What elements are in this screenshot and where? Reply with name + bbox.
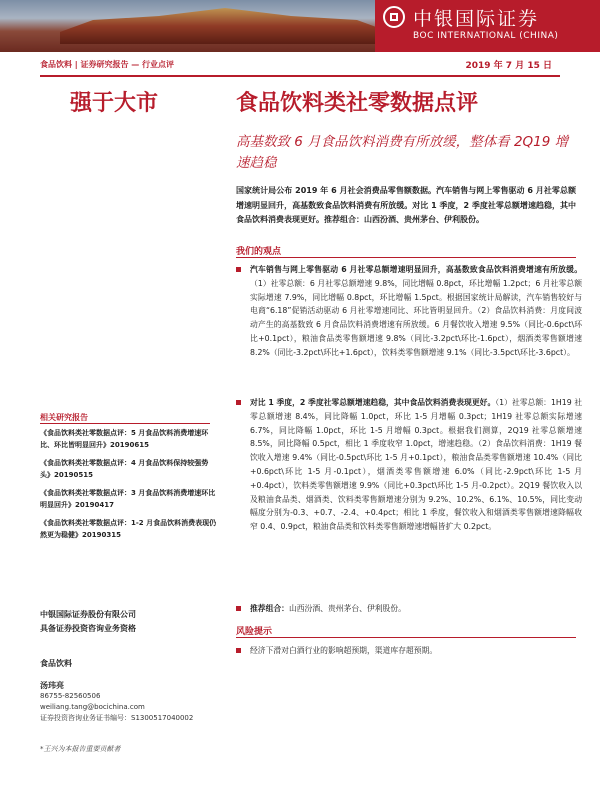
analyst-email[interactable]: weiliang.tang@bocichina.com [40, 703, 145, 711]
list-item [236, 644, 582, 658]
brand-name-en: BOC INTERNATIONAL (CHINA) [413, 31, 559, 41]
list-item [236, 396, 582, 534]
brand-name-cn: 中银国际证券 [413, 8, 540, 30]
bullet-marker-icon [236, 400, 241, 405]
list-item [236, 602, 582, 616]
bullet-marker-icon [236, 648, 241, 653]
bullet-marker-icon [236, 267, 241, 272]
palace-roof-image [60, 4, 390, 44]
section-title-views: 我们的观点 [236, 247, 282, 257]
analyst-cert: 证券投资咨询业务证书编号：S1300517040002 [40, 714, 194, 722]
bullet-heading: 推荐组合： [250, 604, 289, 613]
section-title-risk: 风险提示 [236, 627, 273, 637]
related-reports-title: 相关研究报告 [40, 413, 88, 422]
brand-block [375, 0, 600, 52]
top-divider [40, 75, 560, 77]
analyst-name: 汤玮亮 [40, 681, 64, 690]
firm-qualification: 具备证券投资咨询业务资格 [40, 624, 136, 633]
meta-line [0, 55, 600, 75]
section-divider [236, 637, 576, 638]
boc-logo-icon [383, 6, 405, 28]
related-report[interactable]: 《食品饮料类社零数据点评：4 月食品饮料保持较强势头》20190515 [40, 459, 209, 479]
bullet-heading: 对比 1 季度，2 季度社零总额增速趋稳，其中食品饮料消费表现更好。 [250, 398, 496, 407]
related-report[interactable]: 《食品饮料类社零数据点评：3 月食品饮料消费增速环比明显回升》20190417 [40, 489, 216, 509]
bullet-body: （1）社零总额：6 月社零总额增速 9.8%，同比增幅 0.8pct，环比增幅 1.2pct；6 月社零总额实际增速 7.9%，同比增幅 0.8pct，环比增幅 1.5pct。根据国家统计局解读，汽车销售较好与电商“6.18”促销活动驱动 6 月社零增速同比、环比皆明显回升。（2）食品饮料消费：月度间波动产生的高基数致 6 月食品饮料消费增速有所放缓。6 月餐饮收入增速 9.5%（同比-0.6pct\环比+0.1pct），粮油食品类零售额增速 9.8%（同比-3.2pct\环比-1.6pct），烟酒类零售额增速 8.2%（同比-3.2pct\环比+1.6pct），饮料类零售额增速 9.1%（同比-3.5pct\环比-3.6pct）。 [250, 278, 582, 357]
analyst-info [40, 680, 193, 724]
sector-label: 食品饮料 [40, 659, 72, 668]
related-report[interactable]: 《食品饮料类社零数据点评：1-2 月食品饮料消费表现仍然更为稳健》20190315 [40, 519, 217, 539]
section-divider [236, 257, 576, 258]
sidebar-divider [40, 423, 210, 424]
bullet-marker-icon [236, 606, 241, 611]
lead-paragraph: 国家统计局公布 2019 年 6 月社会消费品零售额数据。汽车销售与网上零售驱动 6 月社零总额增速明显回升，高基数致食品饮料消费有所放缓。对比 1 季度，2 季度社零总额增速趋稳，其中食品饮料消费表现更好。推荐组合：山西汾酒、贵州茅台、伊利股份。 [236, 186, 576, 224]
page-title: 食品饮料类社零数据点评 [236, 90, 479, 116]
contributor-note: *王兴为本报告重要贡献者 [40, 745, 121, 753]
bullet-body: 山西汾酒、贵州茅台、伊利股份。 [288, 604, 406, 613]
risk-text: 经济下滑对白酒行业的影响超预期，渠道库存超预期。 [250, 646, 438, 655]
subtitle: 高基数致 6 月食品饮料消费有所放缓，整体看 2Q19 增速趋稳 [236, 134, 569, 171]
analyst-phone: 86755-82560506 [40, 692, 101, 700]
bullet-body: （1）社零总额：1H19 社零总额增速 8.4%，同比降幅 1.0pct，环比 1-5 月增幅 0.3pct；1H19 社零总额实际增速 6.7%，同比降幅 1.0pct，环比 1-5 月增幅 0.3pct。根据我们测算，2Q19 社零总额增速 8.5%，同比降幅 0.5pct，相比 1 季度收窄 1.0pct，增速趋稳。（2）食品饮料消费：1H19 餐饮收入增速 9.4%（同比-0.5pct\环比 1-5 月+0.1pct），粮油食品类零售额增速 10.4%（同比+0.6pct\环比 1-5 月-0.1pct），烟酒类零售额增速 6.0%（同比-2.9pct\环比 1-5 月+0.4pct），饮料类零售额增速 9.9%（同比+0.3pct\环比 1-5 月-0.2pct）。2Q19 餐饮收入以及粮油食品类、烟酒类、饮料类零售额增速分别为 9.2%、10.2%、6.1%、10.5%，同比变动幅度分别为-0.3、+0.7、-2.4、+0.4pct；相比 1 季度，餐饮收入和烟酒类零售额增速降幅收窄 0.4、0.9pct，粮油食品类和饮料类零售额增速增幅皆扩大 0.2pct。 [250, 398, 582, 532]
bullet-heading: 汽车销售与网上零售驱动 6 月社零总额增速明显回升，高基数致食品饮料消费增速有所放缓。 [250, 265, 582, 274]
related-report[interactable]: 《食品饮料类社零数据点评：5 月食品饮料消费增速环比、环比皆明显回升》20190615 [40, 429, 209, 449]
report-date: 2019 年 7 月 15 日 [465, 61, 552, 71]
firm-info [40, 608, 136, 636]
firm-name: 中银国际证券股份有限公司 [40, 610, 136, 619]
rating-label: 强于大市 [70, 90, 159, 116]
list-item [236, 263, 582, 360]
header-banner [0, 0, 600, 52]
breadcrumb: 食品饮料 | 证券研究报告 — 行业点评 [40, 60, 175, 69]
